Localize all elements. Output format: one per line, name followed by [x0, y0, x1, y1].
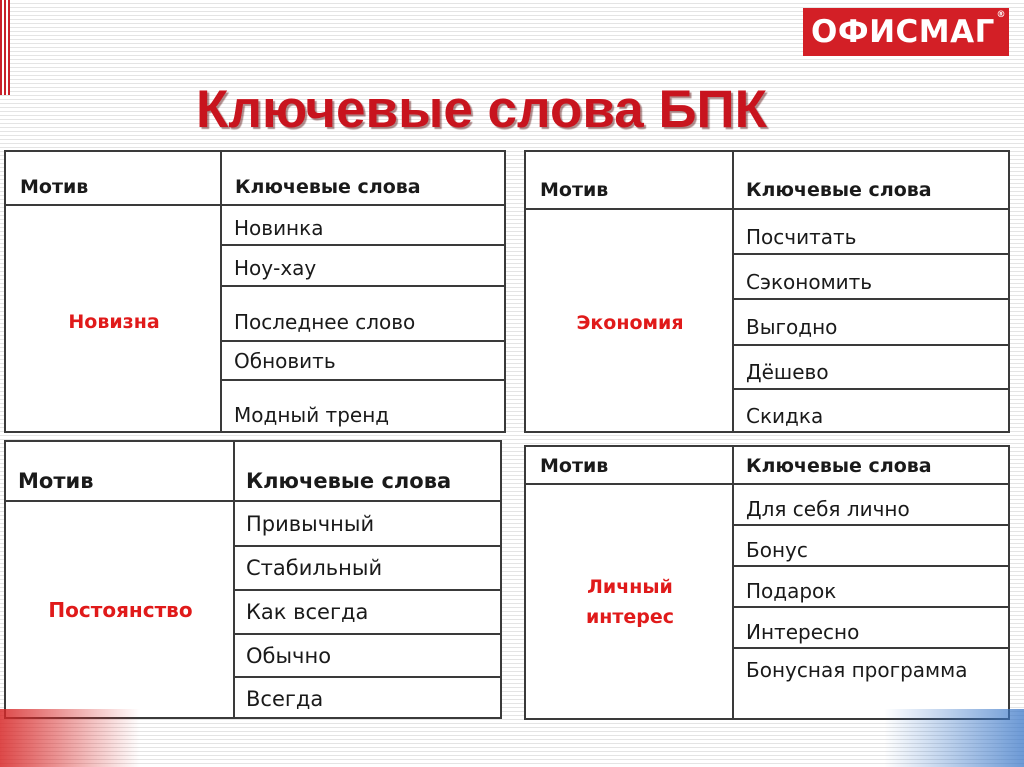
header-divider	[6, 500, 233, 502]
motive-label: Личный интерес	[585, 576, 675, 628]
row-divider	[233, 676, 500, 678]
row-divider	[220, 379, 504, 381]
keyword-item: Сэкономить	[746, 270, 873, 294]
keywords-table-novelty	[4, 150, 506, 433]
keyword-item: Новинка	[234, 216, 324, 240]
keyword-item: Всегда	[246, 687, 324, 711]
keyword-item: Выгодно	[746, 315, 838, 339]
keywords-header: Ключевые слова	[746, 455, 932, 477]
row-divider	[732, 344, 1008, 346]
row-divider	[732, 524, 1008, 526]
row-divider	[220, 285, 504, 287]
corner-decoration-left	[0, 709, 140, 767]
row-divider	[732, 298, 1008, 300]
keyword-item: Дёшево	[746, 360, 829, 384]
row-divider	[220, 244, 504, 246]
corner-decoration-right	[884, 709, 1024, 767]
keyword-item: Подарок	[746, 579, 837, 603]
logo-text: ОФИСМАГ	[811, 14, 995, 50]
keywords-header: Ключевые слова	[246, 469, 452, 493]
keyword-item: Обычно	[246, 644, 332, 668]
row-divider	[732, 565, 1008, 567]
row-divider	[220, 340, 504, 342]
keyword-item: Как всегда	[246, 600, 369, 624]
row-divider	[732, 483, 1008, 485]
row-divider	[220, 204, 504, 206]
row-divider	[233, 500, 500, 502]
keyword-item: Бонус	[746, 538, 808, 562]
keyword-item: Привычный	[246, 512, 375, 536]
left-stripe-decoration	[0, 0, 10, 95]
motive-header: Мотив	[20, 176, 89, 198]
keywords-table-constancy	[4, 440, 502, 719]
keyword-item: Бонусная программа	[746, 658, 968, 682]
officemag-logo	[803, 8, 1009, 56]
keyword-item: Посчитать	[746, 225, 857, 249]
header-divider	[526, 208, 732, 210]
motive-header: Мотив	[540, 455, 609, 477]
row-divider	[233, 633, 500, 635]
motive-label: Экономия	[576, 312, 684, 334]
row-divider	[732, 253, 1008, 255]
motive-label: Новизна	[68, 311, 160, 333]
motive-header: Мотив	[18, 469, 94, 493]
keywords-table-economy	[524, 150, 1010, 433]
keyword-item: Стабильный	[246, 556, 383, 580]
row-divider	[732, 606, 1008, 608]
keywords-table-personal-interest	[524, 445, 1010, 720]
keyword-item: Модный тренд	[234, 403, 390, 427]
keyword-item: Ноу-хау	[234, 256, 317, 280]
row-divider	[732, 647, 1008, 649]
keyword-item: Скидка	[746, 404, 824, 428]
keyword-item: Для себя лично	[746, 497, 910, 521]
page-title: Ключевые слова БПК	[196, 80, 767, 139]
row-divider	[233, 589, 500, 591]
motive-label: Постоянство	[48, 598, 193, 622]
keyword-item: Интересно	[746, 620, 860, 644]
keywords-header: Ключевые слова	[746, 179, 932, 201]
keyword-item: Последнее слово	[234, 310, 416, 334]
registered-mark: ®	[996, 10, 1006, 20]
keyword-item: Обновить	[234, 349, 336, 373]
row-divider	[732, 208, 1008, 210]
keywords-header: Ключевые слова	[235, 176, 421, 198]
motive-header: Мотив	[540, 179, 609, 201]
row-divider	[732, 388, 1008, 390]
row-divider	[233, 545, 500, 547]
header-divider	[526, 483, 732, 485]
header-divider	[6, 204, 220, 206]
